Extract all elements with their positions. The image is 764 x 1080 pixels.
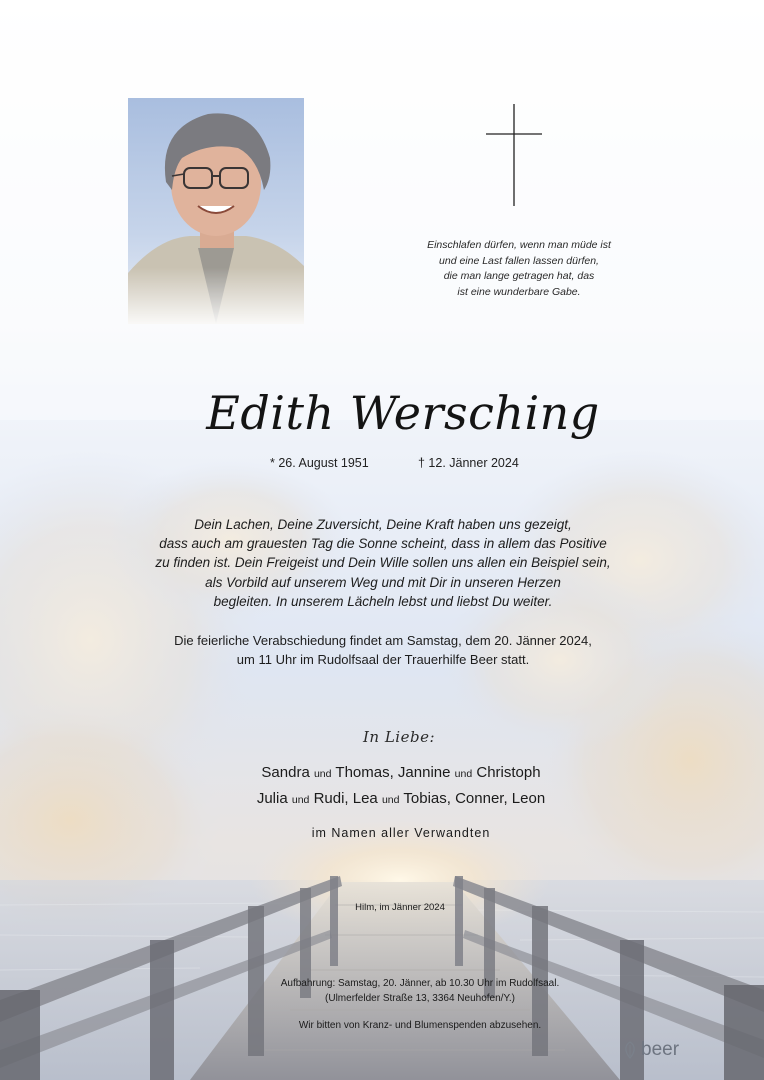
ceremony-line: um 11 Uhr im Rudolfsaal der Trauerhilfe Beer statt. [236, 652, 530, 667]
beer-logo-icon [622, 1041, 638, 1059]
mourner-name: Thomas, Jannine [335, 764, 451, 781]
place-date: Hilm, im Jänner 2024 [355, 902, 445, 913]
mourners-heading: In Liebe: [362, 728, 436, 746]
tribute-line: dass auch am grauesten Tag die Sonne scheint, dass in allem das Positive [159, 536, 607, 552]
funeral-home-logo [622, 1038, 692, 1062]
death-date: † 12. Jänner 2024 [418, 456, 519, 470]
tribute-line: als Vorbild auf unserem Weg und mit Dir in unseren Herzen [205, 574, 561, 590]
tribute-line: zu finden ist. Dein Freigeist und Dein Wille sollen uns allen ein Beispiel sein, [155, 555, 611, 571]
memorial-quote [380, 238, 658, 300]
mourners-line-2 [182, 790, 620, 807]
mourner-name: Rudi, Lea [313, 790, 378, 807]
flower-request [190, 1019, 650, 1034]
portrait-photo [128, 98, 304, 324]
quote-line: Einschlafen dürfen, wenn man müde ist [427, 239, 611, 251]
logo-text: beer [641, 1039, 680, 1060]
conjunction: und [291, 794, 310, 806]
mourner-name: Christoph [476, 764, 541, 781]
viewing-notice [190, 977, 650, 1006]
conjunction: und [454, 768, 473, 780]
viewing-line: Aufbahrung: Samstag, 20. Jänner, ab 10.30 Uhr im Rudolfsaal. [280, 978, 560, 989]
ceremony-announcement [120, 631, 646, 669]
cross-icon [486, 104, 542, 206]
conjunction: und [381, 794, 400, 806]
mourner-name: Sandra [261, 764, 310, 781]
conjunction: und [313, 768, 332, 780]
mourner-name: Tobias, Conner, Leon [403, 790, 546, 807]
tribute-line: begleiten. In unserem Lächeln lebst und liebst Du weiter. [213, 593, 553, 609]
quote-line: die man lange getragen hat, das [443, 270, 595, 282]
birth-date: * 26. August 1951 [270, 456, 369, 470]
mourner-name: Julia [256, 790, 288, 807]
tribute-line: Dein Lachen, Deine Zuversicht, Deine Kraft haben uns gezeigt, [194, 517, 572, 532]
mourners-line-1 [182, 764, 620, 781]
viewing-line: (Ulmerfelder Straße 13, 3364 Neuhofen/Y.) [325, 992, 515, 1004]
ceremony-line: Die feierliche Verabschiedung findet am Samstag, dem 20. Jänner 2024, [174, 633, 592, 648]
quote-line: und eine Last fallen lassen dürfen, [439, 254, 599, 267]
deceased-name: Edith Wersching [206, 386, 600, 440]
quote-line: ist eine wunderbare Gabe. [457, 285, 581, 298]
tribute-text [120, 515, 646, 611]
relatives-line: im Namen aller Verwandten [311, 826, 491, 840]
request-line: Wir bitten von Kranz- und Blumenspenden abzusehen. [298, 1020, 542, 1031]
